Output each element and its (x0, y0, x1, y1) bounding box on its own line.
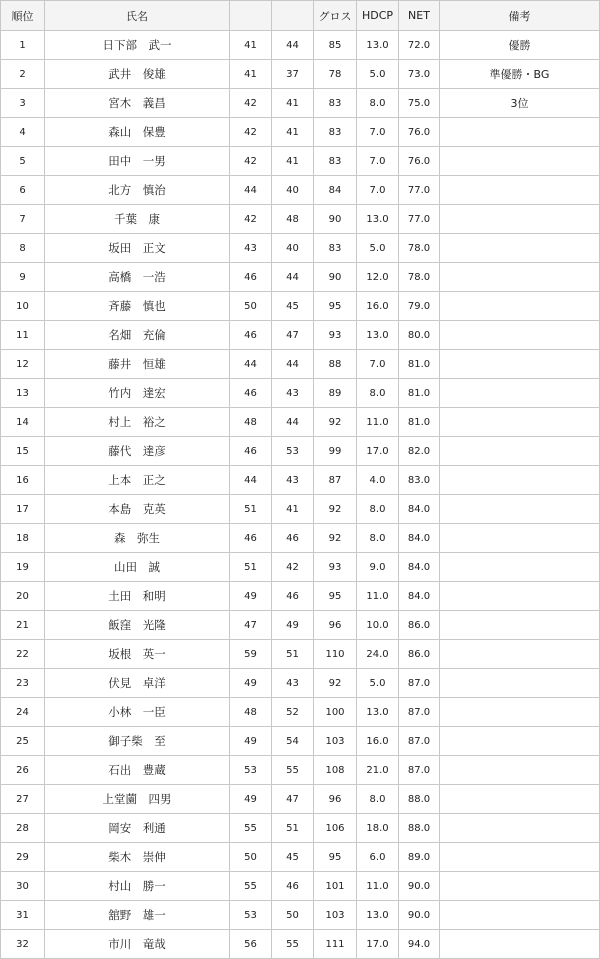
table-row (1, 118, 600, 147)
name-cell: 名畑 充倫 (45, 321, 230, 350)
hdcp-cell: 5.0 (357, 60, 399, 89)
hdcp-cell: 11.0 (357, 582, 399, 611)
hdcp-cell: 13.0 (357, 901, 399, 930)
header-in (272, 1, 314, 31)
rank-cell: 4 (1, 118, 45, 147)
in-score-cell: 52 (272, 698, 314, 727)
gross-cell: 110 (314, 640, 357, 669)
hdcp-cell: 4.0 (357, 466, 399, 495)
name-cell: 高橋 一浩 (45, 263, 230, 292)
net-cell: 81.0 (399, 350, 440, 379)
hdcp-cell: 11.0 (357, 408, 399, 437)
name-cell: 上本 正之 (45, 466, 230, 495)
table-header (1, 1, 600, 31)
net-cell: 87.0 (399, 727, 440, 756)
table-row (1, 379, 600, 408)
net-cell: 90.0 (399, 872, 440, 901)
note-cell (440, 553, 600, 582)
note-cell (440, 814, 600, 843)
out-score-cell: 51 (230, 495, 272, 524)
net-cell: 84.0 (399, 524, 440, 553)
out-score-cell: 46 (230, 263, 272, 292)
note-cell (440, 350, 600, 379)
name-cell: 武井 俊雄 (45, 60, 230, 89)
note-cell: 優勝 (440, 31, 600, 60)
header-note: 備考 (440, 1, 600, 31)
table-row (1, 611, 600, 640)
note-cell (440, 785, 600, 814)
name-cell: 日下部 武一 (45, 31, 230, 60)
table-row (1, 640, 600, 669)
net-cell: 81.0 (399, 379, 440, 408)
gross-cell: 93 (314, 321, 357, 350)
note-cell (440, 611, 600, 640)
out-score-cell: 44 (230, 466, 272, 495)
in-score-cell: 41 (272, 147, 314, 176)
note-cell (440, 756, 600, 785)
note-cell: 準優勝・BG (440, 60, 600, 89)
table-row (1, 524, 600, 553)
net-cell: 86.0 (399, 640, 440, 669)
rank-cell: 1 (1, 31, 45, 60)
in-score-cell: 44 (272, 31, 314, 60)
note-cell (440, 669, 600, 698)
rank-cell: 26 (1, 756, 45, 785)
name-cell: 宮木 義昌 (45, 89, 230, 118)
in-score-cell: 44 (272, 350, 314, 379)
header-row (1, 1, 600, 31)
name-cell: 舘野 雄一 (45, 901, 230, 930)
hdcp-cell: 8.0 (357, 785, 399, 814)
out-score-cell: 44 (230, 176, 272, 205)
rank-cell: 13 (1, 379, 45, 408)
in-score-cell: 43 (272, 466, 314, 495)
out-score-cell: 55 (230, 814, 272, 843)
gross-cell: 88 (314, 350, 357, 379)
table-row (1, 814, 600, 843)
net-cell: 84.0 (399, 553, 440, 582)
gross-cell: 96 (314, 785, 357, 814)
rank-cell: 31 (1, 901, 45, 930)
name-cell: 北方 慎治 (45, 176, 230, 205)
table-row (1, 263, 600, 292)
gross-cell: 90 (314, 263, 357, 292)
note-cell (440, 466, 600, 495)
note-cell (440, 640, 600, 669)
table-row (1, 60, 600, 89)
in-score-cell: 51 (272, 640, 314, 669)
name-cell: 飯窪 光隆 (45, 611, 230, 640)
hdcp-cell: 16.0 (357, 292, 399, 321)
out-score-cell: 44 (230, 350, 272, 379)
hdcp-cell: 16.0 (357, 727, 399, 756)
hdcp-cell: 10.0 (357, 611, 399, 640)
note-cell (440, 408, 600, 437)
note-cell (440, 524, 600, 553)
net-cell: 83.0 (399, 466, 440, 495)
out-score-cell: 42 (230, 118, 272, 147)
note-cell (440, 147, 600, 176)
hdcp-cell: 7.0 (357, 118, 399, 147)
note-cell (440, 727, 600, 756)
gross-cell: 96 (314, 611, 357, 640)
name-cell: 斉藤 慎也 (45, 292, 230, 321)
name-cell: 竹内 達宏 (45, 379, 230, 408)
header-gross: グロス (314, 1, 357, 31)
net-cell: 78.0 (399, 263, 440, 292)
name-cell: 坂田 正文 (45, 234, 230, 263)
rank-cell: 5 (1, 147, 45, 176)
rank-cell: 27 (1, 785, 45, 814)
rank-cell: 21 (1, 611, 45, 640)
rank-cell: 29 (1, 843, 45, 872)
gross-cell: 95 (314, 843, 357, 872)
note-cell (440, 495, 600, 524)
in-score-cell: 37 (272, 60, 314, 89)
table-row (1, 89, 600, 118)
gross-cell: 106 (314, 814, 357, 843)
hdcp-cell: 8.0 (357, 89, 399, 118)
name-cell: 坂根 英一 (45, 640, 230, 669)
note-cell (440, 582, 600, 611)
rank-cell: 3 (1, 89, 45, 118)
net-cell: 94.0 (399, 930, 440, 959)
table-row (1, 901, 600, 930)
header-net: NET (399, 1, 440, 31)
net-cell: 76.0 (399, 118, 440, 147)
table-row (1, 147, 600, 176)
net-cell: 90.0 (399, 901, 440, 930)
in-score-cell: 41 (272, 89, 314, 118)
hdcp-cell: 6.0 (357, 843, 399, 872)
note-cell: 3位 (440, 89, 600, 118)
gross-cell: 100 (314, 698, 357, 727)
gross-cell: 93 (314, 553, 357, 582)
out-score-cell: 48 (230, 408, 272, 437)
in-score-cell: 51 (272, 814, 314, 843)
rank-cell: 23 (1, 669, 45, 698)
gross-cell: 89 (314, 379, 357, 408)
gross-cell: 103 (314, 727, 357, 756)
table-row (1, 669, 600, 698)
name-cell: 森 弥生 (45, 524, 230, 553)
table-row (1, 872, 600, 901)
gross-cell: 84 (314, 176, 357, 205)
name-cell: 石出 豊蔵 (45, 756, 230, 785)
net-cell: 84.0 (399, 582, 440, 611)
net-cell: 79.0 (399, 292, 440, 321)
name-cell: 千葉 康 (45, 205, 230, 234)
gross-cell: 83 (314, 147, 357, 176)
rank-cell: 25 (1, 727, 45, 756)
hdcp-cell: 5.0 (357, 669, 399, 698)
note-cell (440, 321, 600, 350)
out-score-cell: 55 (230, 872, 272, 901)
out-score-cell: 47 (230, 611, 272, 640)
in-score-cell: 55 (272, 930, 314, 959)
in-score-cell: 43 (272, 379, 314, 408)
out-score-cell: 46 (230, 379, 272, 408)
in-score-cell: 47 (272, 785, 314, 814)
rank-cell: 20 (1, 582, 45, 611)
gross-cell: 99 (314, 437, 357, 466)
table-row (1, 930, 600, 959)
gross-cell: 87 (314, 466, 357, 495)
gross-cell: 101 (314, 872, 357, 901)
net-cell: 87.0 (399, 698, 440, 727)
net-cell: 87.0 (399, 756, 440, 785)
rank-cell: 16 (1, 466, 45, 495)
rank-cell: 10 (1, 292, 45, 321)
hdcp-cell: 11.0 (357, 872, 399, 901)
rank-cell: 14 (1, 408, 45, 437)
net-cell: 86.0 (399, 611, 440, 640)
rank-cell: 9 (1, 263, 45, 292)
gross-cell: 85 (314, 31, 357, 60)
rank-cell: 7 (1, 205, 45, 234)
gross-cell: 92 (314, 524, 357, 553)
out-score-cell: 42 (230, 205, 272, 234)
out-score-cell: 50 (230, 843, 272, 872)
hdcp-cell: 7.0 (357, 350, 399, 379)
header-hdcp: HDCP (357, 1, 399, 31)
name-cell: 藤代 達彦 (45, 437, 230, 466)
in-score-cell: 43 (272, 669, 314, 698)
table-row (1, 698, 600, 727)
gross-cell: 92 (314, 495, 357, 524)
hdcp-cell: 8.0 (357, 524, 399, 553)
rank-cell: 15 (1, 437, 45, 466)
in-score-cell: 46 (272, 582, 314, 611)
gross-cell: 83 (314, 89, 357, 118)
in-score-cell: 44 (272, 263, 314, 292)
in-score-cell: 48 (272, 205, 314, 234)
table-row (1, 437, 600, 466)
net-cell: 77.0 (399, 205, 440, 234)
gross-cell: 92 (314, 669, 357, 698)
name-cell: 森山 保豊 (45, 118, 230, 147)
in-score-cell: 45 (272, 292, 314, 321)
name-cell: 伏見 卓洋 (45, 669, 230, 698)
out-score-cell: 53 (230, 756, 272, 785)
out-score-cell: 49 (230, 727, 272, 756)
note-cell (440, 292, 600, 321)
name-cell: 村山 勝一 (45, 872, 230, 901)
net-cell: 87.0 (399, 669, 440, 698)
in-score-cell: 42 (272, 553, 314, 582)
out-score-cell: 48 (230, 698, 272, 727)
table-row (1, 31, 600, 60)
out-score-cell: 46 (230, 321, 272, 350)
table-row (1, 553, 600, 582)
net-cell: 82.0 (399, 437, 440, 466)
table-row (1, 350, 600, 379)
out-score-cell: 49 (230, 785, 272, 814)
name-cell: 本島 克英 (45, 495, 230, 524)
table-row (1, 408, 600, 437)
in-score-cell: 54 (272, 727, 314, 756)
name-cell: 岡安 利通 (45, 814, 230, 843)
gross-cell: 78 (314, 60, 357, 89)
hdcp-cell: 13.0 (357, 321, 399, 350)
net-cell: 77.0 (399, 176, 440, 205)
rank-cell: 19 (1, 553, 45, 582)
name-cell: 小林 一臣 (45, 698, 230, 727)
table-row (1, 321, 600, 350)
gross-cell: 92 (314, 408, 357, 437)
hdcp-cell: 7.0 (357, 147, 399, 176)
note-cell (440, 176, 600, 205)
in-score-cell: 44 (272, 408, 314, 437)
in-score-cell: 41 (272, 495, 314, 524)
hdcp-cell: 18.0 (357, 814, 399, 843)
net-cell: 84.0 (399, 495, 440, 524)
gross-cell: 90 (314, 205, 357, 234)
hdcp-cell: 17.0 (357, 930, 399, 959)
rank-cell: 18 (1, 524, 45, 553)
net-cell: 88.0 (399, 814, 440, 843)
out-score-cell: 41 (230, 31, 272, 60)
out-score-cell: 49 (230, 669, 272, 698)
table-row (1, 205, 600, 234)
name-cell: 柴木 崇伸 (45, 843, 230, 872)
net-cell: 73.0 (399, 60, 440, 89)
net-cell: 76.0 (399, 147, 440, 176)
table-row (1, 292, 600, 321)
note-cell (440, 930, 600, 959)
gross-cell: 108 (314, 756, 357, 785)
in-score-cell: 46 (272, 872, 314, 901)
out-score-cell: 50 (230, 292, 272, 321)
in-score-cell: 55 (272, 756, 314, 785)
table-row (1, 495, 600, 524)
net-cell: 89.0 (399, 843, 440, 872)
in-score-cell: 41 (272, 118, 314, 147)
in-score-cell: 50 (272, 901, 314, 930)
hdcp-cell: 13.0 (357, 205, 399, 234)
out-score-cell: 41 (230, 60, 272, 89)
hdcp-cell: 12.0 (357, 263, 399, 292)
net-cell: 78.0 (399, 234, 440, 263)
net-cell: 88.0 (399, 785, 440, 814)
rank-cell: 17 (1, 495, 45, 524)
note-cell (440, 437, 600, 466)
name-cell: 上堂薗 四男 (45, 785, 230, 814)
rank-cell: 6 (1, 176, 45, 205)
note-cell (440, 843, 600, 872)
out-score-cell: 51 (230, 553, 272, 582)
hdcp-cell: 9.0 (357, 553, 399, 582)
hdcp-cell: 8.0 (357, 379, 399, 408)
gross-cell: 83 (314, 234, 357, 263)
gross-cell: 111 (314, 930, 357, 959)
out-score-cell: 46 (230, 524, 272, 553)
out-score-cell: 53 (230, 901, 272, 930)
rank-cell: 32 (1, 930, 45, 959)
out-score-cell: 46 (230, 437, 272, 466)
table-row (1, 176, 600, 205)
out-score-cell: 56 (230, 930, 272, 959)
header-rank: 順位 (1, 1, 45, 31)
out-score-cell: 42 (230, 147, 272, 176)
name-cell: 山田 誠 (45, 553, 230, 582)
in-score-cell: 40 (272, 176, 314, 205)
in-score-cell: 40 (272, 234, 314, 263)
header-out (230, 1, 272, 31)
in-score-cell: 46 (272, 524, 314, 553)
net-cell: 81.0 (399, 408, 440, 437)
table-row (1, 466, 600, 495)
note-cell (440, 872, 600, 901)
note-cell (440, 234, 600, 263)
net-cell: 75.0 (399, 89, 440, 118)
hdcp-cell: 8.0 (357, 495, 399, 524)
note-cell (440, 205, 600, 234)
table-row (1, 843, 600, 872)
table-row (1, 727, 600, 756)
rank-cell: 28 (1, 814, 45, 843)
gross-cell: 95 (314, 582, 357, 611)
out-score-cell: 43 (230, 234, 272, 263)
hdcp-cell: 21.0 (357, 756, 399, 785)
net-cell: 72.0 (399, 31, 440, 60)
rank-cell: 8 (1, 234, 45, 263)
gross-cell: 95 (314, 292, 357, 321)
in-score-cell: 53 (272, 437, 314, 466)
hdcp-cell: 7.0 (357, 176, 399, 205)
name-cell: 市川 竜哉 (45, 930, 230, 959)
note-cell (440, 901, 600, 930)
note-cell (440, 379, 600, 408)
table-row (1, 785, 600, 814)
note-cell (440, 118, 600, 147)
out-score-cell: 59 (230, 640, 272, 669)
out-score-cell: 42 (230, 89, 272, 118)
hdcp-cell: 13.0 (357, 698, 399, 727)
hdcp-cell: 5.0 (357, 234, 399, 263)
rank-cell: 30 (1, 872, 45, 901)
gross-cell: 83 (314, 118, 357, 147)
hdcp-cell: 17.0 (357, 437, 399, 466)
name-cell: 御子柴 至 (45, 727, 230, 756)
rank-cell: 2 (1, 60, 45, 89)
name-cell: 村上 裕之 (45, 408, 230, 437)
name-cell: 藤井 恒雄 (45, 350, 230, 379)
table-row (1, 756, 600, 785)
rank-cell: 24 (1, 698, 45, 727)
note-cell (440, 263, 600, 292)
header-name: 氏名 (45, 1, 230, 31)
rank-cell: 12 (1, 350, 45, 379)
table-row (1, 582, 600, 611)
rank-cell: 11 (1, 321, 45, 350)
hdcp-cell: 13.0 (357, 31, 399, 60)
name-cell: 田中 一男 (45, 147, 230, 176)
in-score-cell: 45 (272, 843, 314, 872)
net-cell: 80.0 (399, 321, 440, 350)
table-body (1, 31, 600, 959)
name-cell: 土田 和明 (45, 582, 230, 611)
hdcp-cell: 24.0 (357, 640, 399, 669)
in-score-cell: 47 (272, 321, 314, 350)
out-score-cell: 49 (230, 582, 272, 611)
rank-cell: 22 (1, 640, 45, 669)
note-cell (440, 698, 600, 727)
gross-cell: 103 (314, 901, 357, 930)
table-row (1, 234, 600, 263)
in-score-cell: 49 (272, 611, 314, 640)
